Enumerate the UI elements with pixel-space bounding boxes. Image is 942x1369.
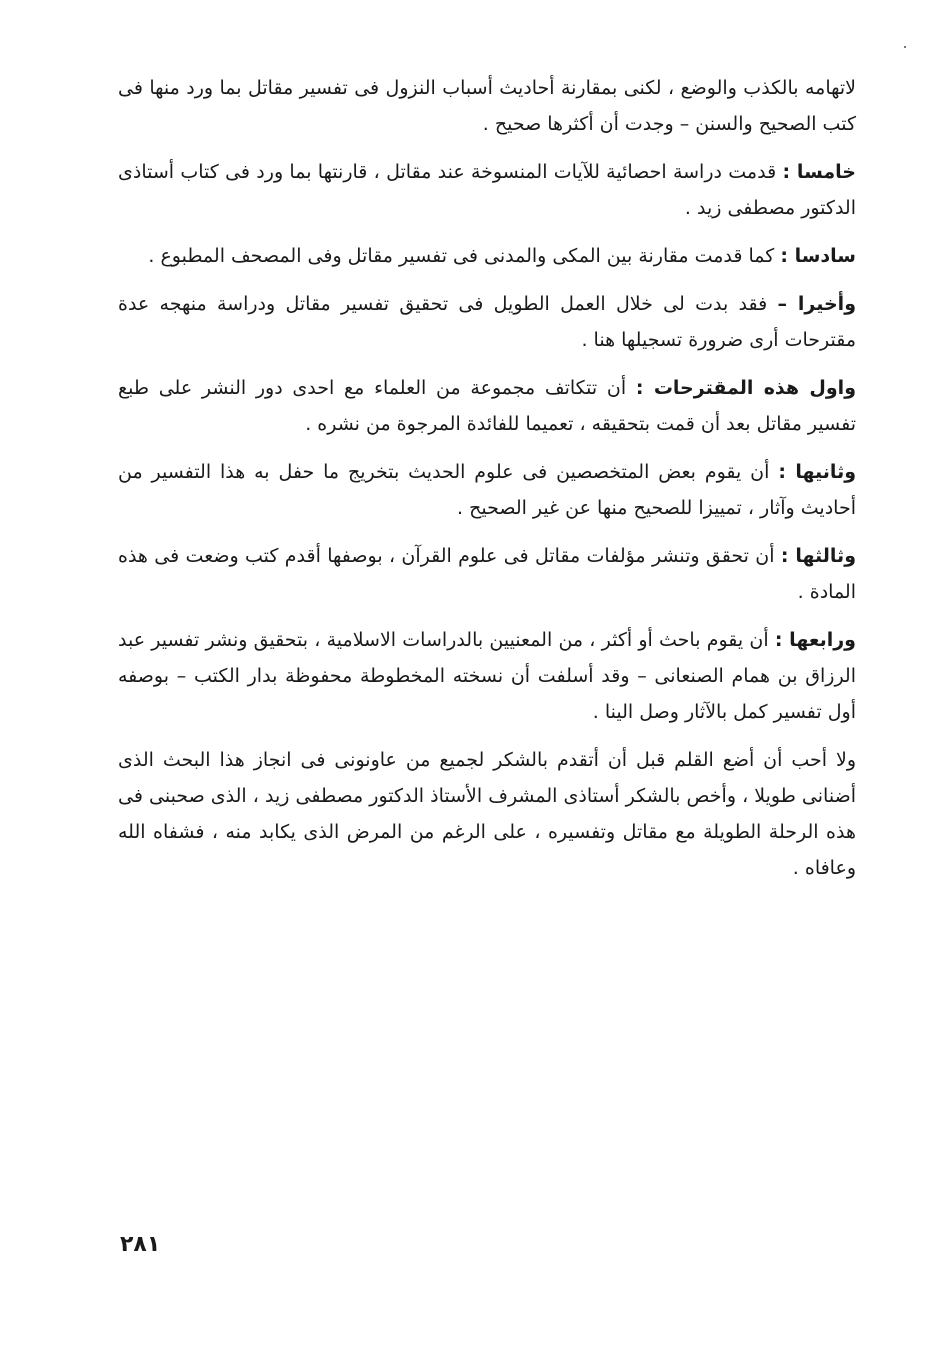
paragraph-2 [118, 154, 856, 226]
paragraph-text: لاتهامه بالكذب والوضع ، لكنى بمقارنة أحاديث أسباب النزول فى تفسير مقاتل بما ورد منها فى كتب الصحيح والسنن – وجدت أن أكثرها صحيح . [118, 77, 856, 135]
paragraph-5 [118, 370, 856, 442]
paragraph-6 [118, 454, 856, 526]
paragraph-text: ولا أحب أن أضع القلم قبل أن أتقدم بالشكر لجميع من عاونونى فى انجاز هذا البحث الذى أضنانى طويلا ، وأخص بالشكر أستاذى المشرف الأستاذ الدكتور مصطفى زيد ، الذى صحبنى فى هذه الرحلة الطويلة مع مقاتل وتفسيره ، على الرغم من المرض الذى يكابد منه ، فشفاه الله وعافاه . [118, 749, 856, 879]
paragraph-1 [118, 70, 856, 142]
page-body [118, 70, 856, 898]
paragraph-lead: وأخيرا – [777, 293, 857, 315]
margin-mark [904, 46, 906, 48]
paragraph-text: أن تتكاتف مجموعة من العلماء مع احدى دور النشر على طبع تفسير مقاتل بعد أن قمت بتحقيقه ، تعميما للفائدة المرجوة من نشره . [118, 377, 856, 435]
paragraph-lead: سادسا : [780, 245, 856, 267]
paragraph-text: فقد بدت لى خلال العمل الطويل فى تحقيق تفسير مقاتل ودراسة منهجه عدة مقترحات أرى ضرورة تسجيلها هنا . [118, 293, 856, 351]
paragraph-9 [118, 742, 856, 886]
page-number: ٢٨١ [120, 1232, 161, 1257]
paragraph-text: كما قدمت مقارنة بين المكى والمدنى فى تفسير مقاتل وفى المصحف المطبوع . [148, 245, 775, 267]
paragraph-text: قدمت دراسة احصائية للآيات المنسوخة عند مقاتل ، قارنتها بما ورد فى كتاب أستاذى الدكتور مصطفى زيد . [118, 161, 856, 219]
paragraph-8 [118, 622, 856, 730]
paragraph-text: أن يقوم بعض المتخصصين فى علوم الحديث بتخريج ما حفل به هذا التفسير من أحاديث وآثار ، تمييزا للصحيح منها عن غير الصحيح . [118, 461, 856, 519]
paragraph-lead: واول هذه المقترحات : [635, 377, 857, 399]
paragraph-lead: وثانيها : [778, 461, 857, 483]
paragraph-lead: وثالثها : [780, 545, 857, 567]
paragraph-lead: خامسا : [782, 161, 856, 183]
paragraph-4 [118, 286, 856, 358]
paragraph-text: أن يقوم باحث أو أكثر ، من المعنيين بالدراسات الاسلامية ، بتحقيق ونشر تفسير عبد الرزاق بن همام الصنعانى – وقد أسلفت أن نسخته المخطوطة محفوظة بدار الكتب – بوصفه أول تفسير كمل بالآثار وصل الينا . [118, 629, 856, 723]
paragraph-7 [118, 538, 856, 610]
paragraph-3 [118, 238, 856, 274]
paragraph-lead: ورابعها : [774, 629, 856, 651]
paragraph-text: أن تحقق وتنشر مؤلفات مقاتل فى علوم القرآن ، بوصفها أقدم كتب وضعت فى هذه المادة . [118, 545, 856, 603]
